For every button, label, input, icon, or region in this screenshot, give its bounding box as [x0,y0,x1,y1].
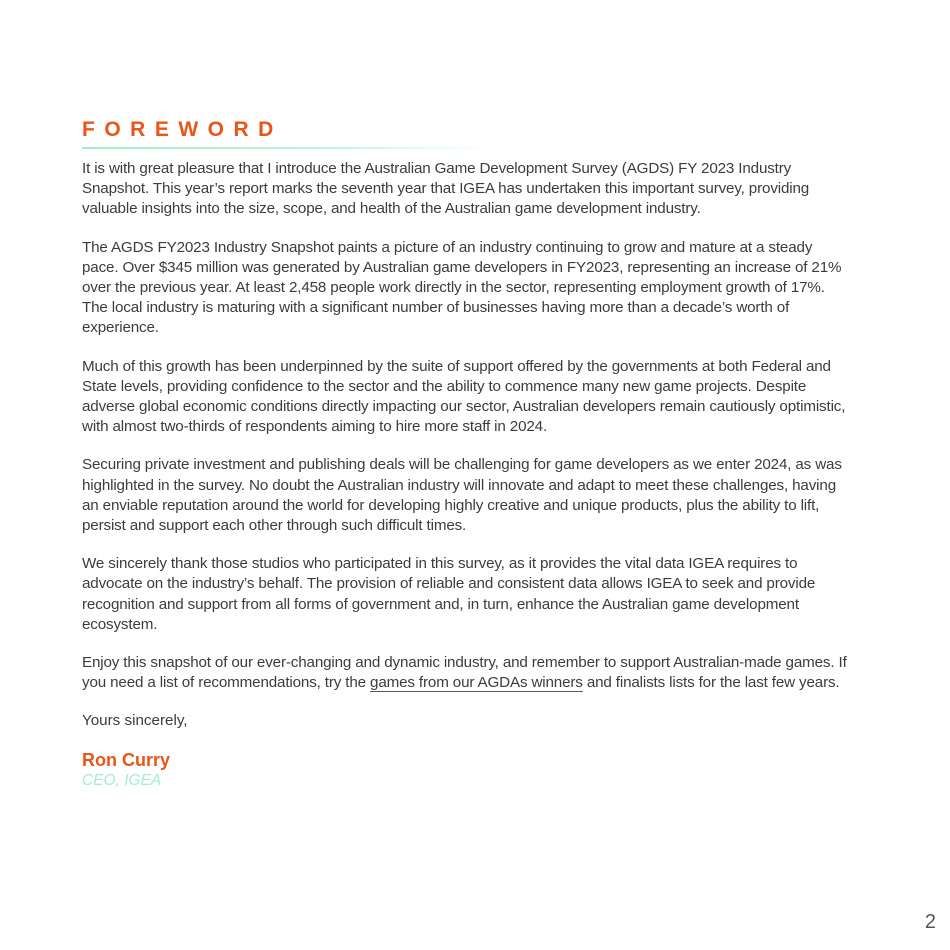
paragraph-closing [82,653,852,693]
page-number: 2 [924,911,936,933]
heading-divider [82,147,502,149]
signer-name: Ron Curry [82,750,171,771]
page-title: FOREWORD [82,118,283,141]
closing-text-after-link: and finalists lists for the last few years. [582,674,840,692]
foreword-body [82,159,852,791]
foreword-page [82,118,852,791]
paragraph-government-support: Much of this growth has been underpinned by the suite of support offered by the governments at both Federal and State levels, providing confidence to the sector and the ability to commence many new game projects. Despite adverse global economic conditions directly impacting our sector, Australian developers remain cautiously optimistic, with almost two-thirds of respondents aiming to hire more staff in 2024. [82,357,846,436]
paragraph-challenges: Securing private investment and publishing deals will be challenging for game developers as we enter 2024, as was highlighted in the survey. No doubt the Australian industry will innovate and adapt to meet these challenges, having an enviable reputation around the world for developing highly creative and unique products, plus the ability to lift, persist and support each other through such difficult times. [82,456,842,535]
signoff: Yours sincerely, [82,712,188,730]
paragraph-industry-growth: The AGDS FY2023 Industry Snapshot paints a picture of an industry continuing to grow and mature at a steady pace. Over $345 million was generated by Australian game developers in FY2023, representing an increase of 21% over the previous year. At least 2,458 people work directly in the sector, representing employment growth of 17%. The local industry is maturing with a significant number of businesses having more than a decade’s worth of experience. [82,238,842,337]
paragraph-thanks: We sincerely thank those studios who participated in this survey, as it provides the vital data IGEA requires to advocate on the industry’s behalf. The provision of reliable and consistent data allows IGEA to seek and provide recognition and support from all forms of government and, in turn, enhance the Australian game development ecosystem. [82,555,816,633]
signer-title: CEO, IGEA [82,772,162,790]
paragraph-intro: It is with great pleasure that I introduce the Australian Game Development Survey (AGDS) FY 2023 Industry Snapshot. This year’s report marks the seventh year that IGEA has undertaken this important survey, providing valuable insights into the size, scope, and health of the Australian game development industry. [82,160,810,218]
agdas-winners-link[interactable]: games from our AGDAs winners [370,674,583,692]
closing-text-before-link: Enjoy this snapshot of our ever-changing and dynamic industry, and remember to support Australian-made games. If you need a list of recommendations, try the [82,654,847,692]
